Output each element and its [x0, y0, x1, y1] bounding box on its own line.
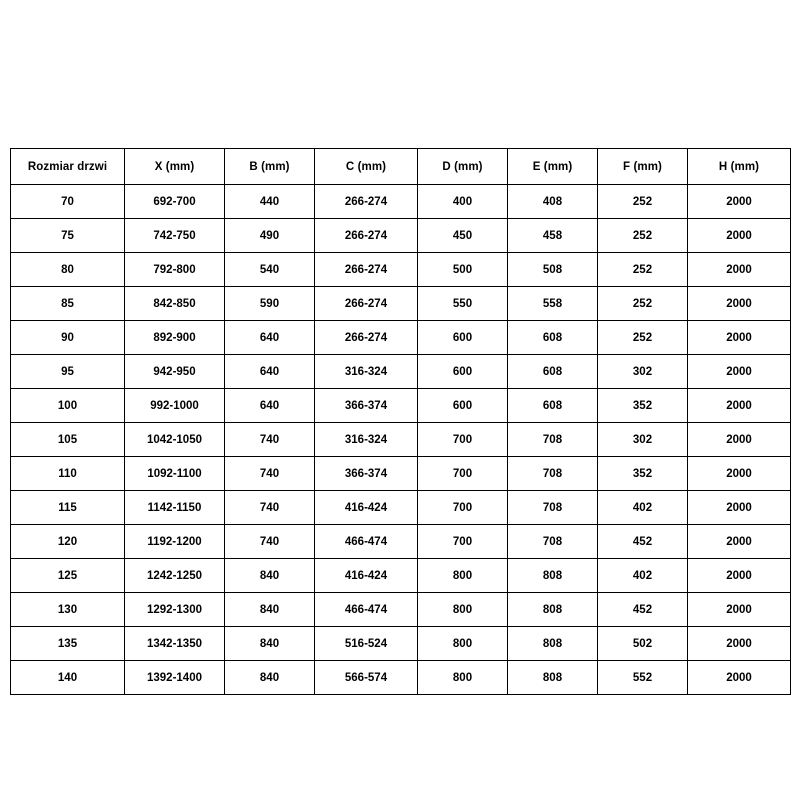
table-row [11, 525, 791, 559]
cell-door-size: 100 [11, 389, 125, 423]
cell-f: 402 [598, 559, 688, 593]
cell-h: 2000 [688, 457, 791, 491]
cell-f: 352 [598, 389, 688, 423]
cell-e: 458 [508, 219, 598, 253]
cell-x: 692-700 [125, 185, 225, 219]
cell-c: 366-374 [315, 457, 418, 491]
table-row [11, 355, 791, 389]
cell-c: 266-274 [315, 287, 418, 321]
cell-f: 252 [598, 219, 688, 253]
cell-f: 452 [598, 593, 688, 627]
cell-d: 800 [418, 627, 508, 661]
cell-h: 2000 [688, 593, 791, 627]
cell-b: 540 [225, 253, 315, 287]
table-header [11, 149, 791, 185]
table-row [11, 661, 791, 695]
column-header-d: D (mm) [418, 149, 508, 185]
cell-door-size: 85 [11, 287, 125, 321]
table-row [11, 321, 791, 355]
cell-d: 700 [418, 491, 508, 525]
cell-door-size: 80 [11, 253, 125, 287]
cell-d: 600 [418, 355, 508, 389]
cell-b: 740 [225, 525, 315, 559]
cell-e: 608 [508, 389, 598, 423]
cell-e: 708 [508, 525, 598, 559]
cell-e: 408 [508, 185, 598, 219]
table-row [11, 423, 791, 457]
table-row [11, 593, 791, 627]
cell-x: 842-850 [125, 287, 225, 321]
table-row [11, 253, 791, 287]
cell-c: 516-524 [315, 627, 418, 661]
cell-f: 302 [598, 355, 688, 389]
cell-f: 552 [598, 661, 688, 695]
cell-c: 416-424 [315, 559, 418, 593]
cell-f: 302 [598, 423, 688, 457]
cell-c: 566-574 [315, 661, 418, 695]
cell-h: 2000 [688, 491, 791, 525]
column-header-f: F (mm) [598, 149, 688, 185]
cell-d: 800 [418, 661, 508, 695]
cell-f: 402 [598, 491, 688, 525]
cell-e: 708 [508, 457, 598, 491]
cell-e: 608 [508, 355, 598, 389]
cell-b: 840 [225, 627, 315, 661]
cell-c: 466-474 [315, 525, 418, 559]
column-header-door-size: Rozmiar drzwi [11, 149, 125, 185]
cell-h: 2000 [688, 219, 791, 253]
cell-b: 640 [225, 321, 315, 355]
cell-x: 1392-1400 [125, 661, 225, 695]
cell-b: 490 [225, 219, 315, 253]
cell-e: 708 [508, 423, 598, 457]
table-row [11, 219, 791, 253]
cell-door-size: 125 [11, 559, 125, 593]
door-size-table [10, 148, 791, 695]
column-header-x: X (mm) [125, 149, 225, 185]
cell-h: 2000 [688, 321, 791, 355]
cell-c: 466-474 [315, 593, 418, 627]
table-row [11, 389, 791, 423]
cell-e: 608 [508, 321, 598, 355]
cell-d: 600 [418, 321, 508, 355]
cell-f: 352 [598, 457, 688, 491]
cell-h: 2000 [688, 559, 791, 593]
cell-h: 2000 [688, 287, 791, 321]
cell-b: 740 [225, 423, 315, 457]
column-header-c: C (mm) [315, 149, 418, 185]
cell-x: 792-800 [125, 253, 225, 287]
cell-c: 316-324 [315, 355, 418, 389]
cell-b: 640 [225, 389, 315, 423]
cell-x: 742-750 [125, 219, 225, 253]
cell-d: 800 [418, 593, 508, 627]
cell-h: 2000 [688, 627, 791, 661]
table-row [11, 559, 791, 593]
cell-c: 266-274 [315, 253, 418, 287]
cell-d: 700 [418, 457, 508, 491]
column-header-h: H (mm) [688, 149, 791, 185]
cell-f: 252 [598, 185, 688, 219]
cell-d: 600 [418, 389, 508, 423]
cell-b: 840 [225, 593, 315, 627]
cell-b: 640 [225, 355, 315, 389]
cell-door-size: 130 [11, 593, 125, 627]
cell-b: 840 [225, 559, 315, 593]
cell-h: 2000 [688, 253, 791, 287]
cell-b: 740 [225, 491, 315, 525]
cell-f: 452 [598, 525, 688, 559]
cell-h: 2000 [688, 355, 791, 389]
cell-b: 840 [225, 661, 315, 695]
cell-e: 808 [508, 627, 598, 661]
cell-d: 500 [418, 253, 508, 287]
cell-d: 700 [418, 423, 508, 457]
cell-door-size: 110 [11, 457, 125, 491]
cell-door-size: 75 [11, 219, 125, 253]
cell-e: 808 [508, 559, 598, 593]
cell-door-size: 135 [11, 627, 125, 661]
cell-door-size: 70 [11, 185, 125, 219]
cell-f: 252 [598, 287, 688, 321]
cell-h: 2000 [688, 525, 791, 559]
cell-x: 942-950 [125, 355, 225, 389]
cell-d: 550 [418, 287, 508, 321]
cell-h: 2000 [688, 389, 791, 423]
cell-c: 366-374 [315, 389, 418, 423]
cell-e: 508 [508, 253, 598, 287]
cell-e: 708 [508, 491, 598, 525]
cell-x: 1242-1250 [125, 559, 225, 593]
cell-c: 266-274 [315, 185, 418, 219]
table-row [11, 185, 791, 219]
cell-e: 808 [508, 661, 598, 695]
cell-c: 316-324 [315, 423, 418, 457]
cell-door-size: 90 [11, 321, 125, 355]
cell-x: 1142-1150 [125, 491, 225, 525]
cell-b: 440 [225, 185, 315, 219]
cell-b: 740 [225, 457, 315, 491]
cell-f: 252 [598, 321, 688, 355]
cell-c: 266-274 [315, 219, 418, 253]
table-header-row [11, 149, 791, 185]
cell-x: 992-1000 [125, 389, 225, 423]
cell-h: 2000 [688, 423, 791, 457]
cell-c: 416-424 [315, 491, 418, 525]
cell-h: 2000 [688, 185, 791, 219]
cell-d: 450 [418, 219, 508, 253]
table-row [11, 457, 791, 491]
cell-x: 892-900 [125, 321, 225, 355]
cell-door-size: 115 [11, 491, 125, 525]
cell-f: 252 [598, 253, 688, 287]
size-table-container [10, 148, 790, 695]
table-row [11, 627, 791, 661]
table-body [11, 185, 791, 695]
cell-x: 1042-1050 [125, 423, 225, 457]
cell-e: 558 [508, 287, 598, 321]
cell-door-size: 140 [11, 661, 125, 695]
cell-x: 1092-1100 [125, 457, 225, 491]
table-row [11, 491, 791, 525]
cell-x: 1292-1300 [125, 593, 225, 627]
column-header-e: E (mm) [508, 149, 598, 185]
cell-e: 808 [508, 593, 598, 627]
cell-x: 1342-1350 [125, 627, 225, 661]
cell-door-size: 120 [11, 525, 125, 559]
cell-d: 800 [418, 559, 508, 593]
cell-x: 1192-1200 [125, 525, 225, 559]
cell-c: 266-274 [315, 321, 418, 355]
column-header-b: B (mm) [225, 149, 315, 185]
cell-door-size: 95 [11, 355, 125, 389]
cell-b: 590 [225, 287, 315, 321]
cell-f: 502 [598, 627, 688, 661]
cell-door-size: 105 [11, 423, 125, 457]
table-row [11, 287, 791, 321]
cell-d: 400 [418, 185, 508, 219]
cell-d: 700 [418, 525, 508, 559]
cell-h: 2000 [688, 661, 791, 695]
